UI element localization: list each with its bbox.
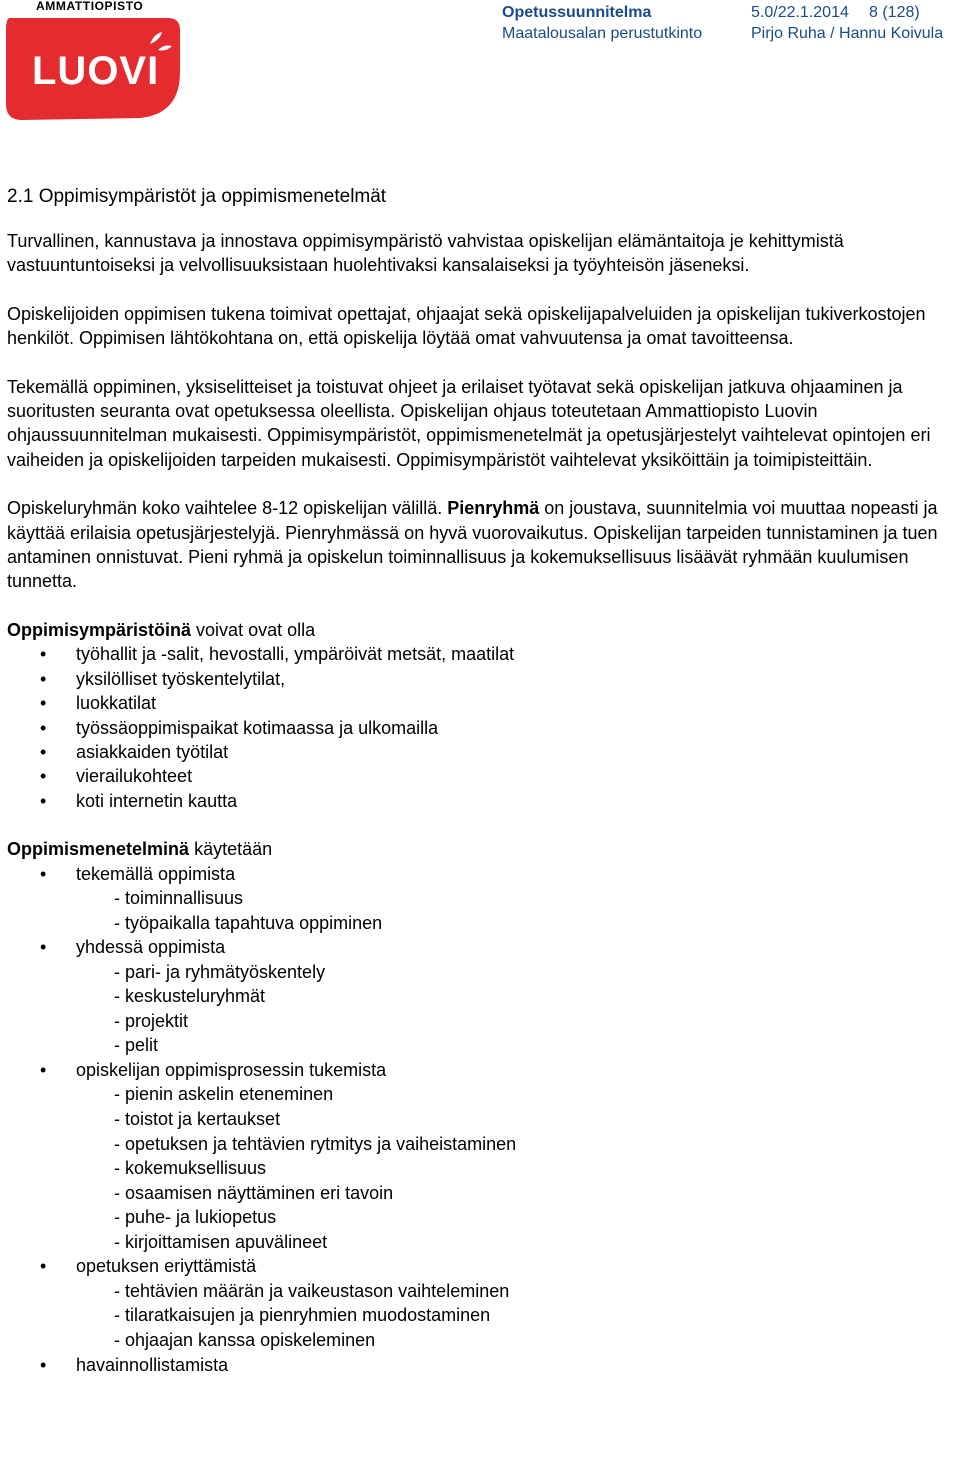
- doc-subtitle: Maatalousalan perustutkinto: [502, 25, 703, 42]
- sub-item: - tilaratkaisujen ja pienryhmien muodostaminen: [114, 1305, 491, 1326]
- sub-item: - pienin askelin eteneminen: [114, 1084, 334, 1105]
- sub-item: - keskusteluryhmät: [114, 986, 266, 1007]
- list-item: • asiakkaiden työtilat: [7, 740, 957, 764]
- list-item: • koti internetin kautta: [7, 789, 957, 813]
- document-body: [7, 185, 957, 1401]
- logo-emblem-icon: [0, 14, 185, 124]
- doc-authors: Pirjo Ruha / Hannu Koivula: [751, 25, 944, 42]
- logo-word: LUOVI: [32, 49, 160, 93]
- sub-item: - työpaikalla tapahtuva oppiminen: [114, 912, 383, 933]
- environments-lead: [7, 618, 957, 642]
- method-label: opiskelijan oppimisprosessin tukemista: [76, 1059, 387, 1080]
- sub-list: [76, 1082, 957, 1254]
- doc-title: Opetussuunnitelma: [502, 4, 652, 21]
- sub-item: - toistot ja kertaukset: [114, 1108, 281, 1129]
- sub-list: [76, 1279, 957, 1353]
- method-label: tekemällä oppimista: [76, 863, 236, 884]
- paragraph-4-b: on joustava, suunnitelmia voi muuttaa nopeasti ja käyttää erilaisia opetusjärjestelyjä. Pienryhmässä on hyvä vuorovaikutus. Opiskelijan tarpeiden tunnistaminen ja tuen antaminen onnistuvat. Pieni ryhmä ja opiskelun toiminnallisuus ja kokemuksellisuus lisäävät ryhmään kuulumisen tunnetta.: [7, 498, 938, 592]
- list-item: [7, 1058, 957, 1255]
- sub-item: - pelit: [114, 1035, 159, 1056]
- methods-lead: [7, 837, 957, 861]
- page-number: 8 (128): [869, 4, 920, 21]
- luovi-logo: [0, 0, 185, 125]
- sub-item: - tehtävien määrän ja vaikeustason vaihteleminen: [114, 1280, 510, 1301]
- methods-lead-rest: käytetään: [189, 839, 273, 860]
- paragraph-4-a: Opiskeluryhmän koko vaihtelee 8-12 opiskelijan välillä.: [7, 498, 448, 519]
- list-item: [7, 862, 957, 936]
- paragraph-3: Tekemällä oppiminen, yksiselitteiset ja toistuvat ohjeet ja erilaiset työtavat sekä opiskelijan jatkuva ohjaaminen ja suoritusten seuranta ovat opetuksessa oleellista. Opiskelijan ohjaus toteutetaan Ammattiopisto Luovin ohjaussuunnitelman mukaisesti. Oppimisympäristöt, oppimismenetelmät ja opetusjärjestelyt vaihtelevat opintojen eri vaiheiden ja opiskelijoiden tarpeiden mukaisesti. Oppimisympäristöt vaihtelevat yksiköittäin ja toimipisteittäin.: [7, 376, 931, 470]
- list-item: • yksilölliset työskentelytilat,: [7, 667, 957, 691]
- list-item: • työssäoppimispaikat kotimaassa ja ulkomailla: [7, 716, 957, 740]
- paragraph-2-b: Oppimisen lähtökohtana on, että opiskelija löytää omat vahvuutensa ja omat tavoitteensa.: [74, 328, 794, 349]
- method-label: opetuksen eriyttämistä: [76, 1256, 257, 1277]
- sub-item: - osaamisen näyttäminen eri tavoin: [114, 1182, 394, 1203]
- list-item: [7, 935, 957, 1058]
- environments-term: Oppimisympäristöinä: [7, 619, 192, 640]
- section-heading: 2.1 Oppimisympäristöt ja oppimismenetelmät: [7, 186, 387, 207]
- pienryhma-term: Pienryhmä: [447, 498, 540, 519]
- environments-lead-rest: voivat ovat olla: [191, 619, 316, 640]
- paragraph-4: [7, 496, 957, 594]
- sub-item: - opetuksen ja tehtävien rytmitys ja vaiheistaminen: [114, 1133, 517, 1154]
- list-item: • luokkatilat: [7, 691, 957, 715]
- sub-list: [76, 886, 957, 935]
- method-label: havainnollistamista: [76, 1354, 229, 1375]
- list-item: • vierailukohteet: [7, 764, 957, 788]
- sub-item: - toiminnallisuus: [114, 887, 244, 908]
- methods-list: [7, 862, 957, 1378]
- list-item: • työhallit ja -salit, hevostalli, ympäröivät metsät, maatilat: [7, 642, 957, 666]
- paragraph-2: [7, 302, 957, 351]
- sub-item: - pari- ja ryhmätyöskentely: [114, 961, 326, 982]
- sub-item: - puhe- ja lukiopetus: [114, 1207, 277, 1228]
- list-item: [7, 1254, 957, 1352]
- sub-item: - kokemuksellisuus: [114, 1158, 267, 1179]
- environments-list: [7, 642, 957, 813]
- paragraph-1: Turvallinen, kannustava ja innostava oppimisympäristö vahvistaa opiskelijan elämäntaitoja je kehittymistä vastuuntuntoiseksi ja velvollisuuksistaan huolehtivaksi kansalaiseksi ja työyhteisön jäseneksi.: [7, 231, 844, 276]
- doc-version: 5.0/22.1.2014: [751, 4, 849, 21]
- list-item: [7, 1353, 957, 1377]
- methods-term: Oppimismenetelminä: [7, 839, 190, 860]
- sub-list: [76, 960, 957, 1058]
- sub-item: - ohjaajan kanssa opiskeleminen: [114, 1330, 376, 1351]
- sub-item: - projektit: [114, 1010, 189, 1031]
- paragraph-2-a: Opiskelijoiden oppimisen tukena toimivat opettajat, ohjaajat sekä opiskelijapalveluiden ja opiskelijan tukiverkostojen henkilöt.: [7, 303, 926, 349]
- logo-top-text: AMMATTIOPISTO: [36, 0, 144, 13]
- sub-item: - kirjoittamisen apuvälineet: [114, 1231, 328, 1252]
- method-label: yhdessä oppimista: [76, 937, 226, 958]
